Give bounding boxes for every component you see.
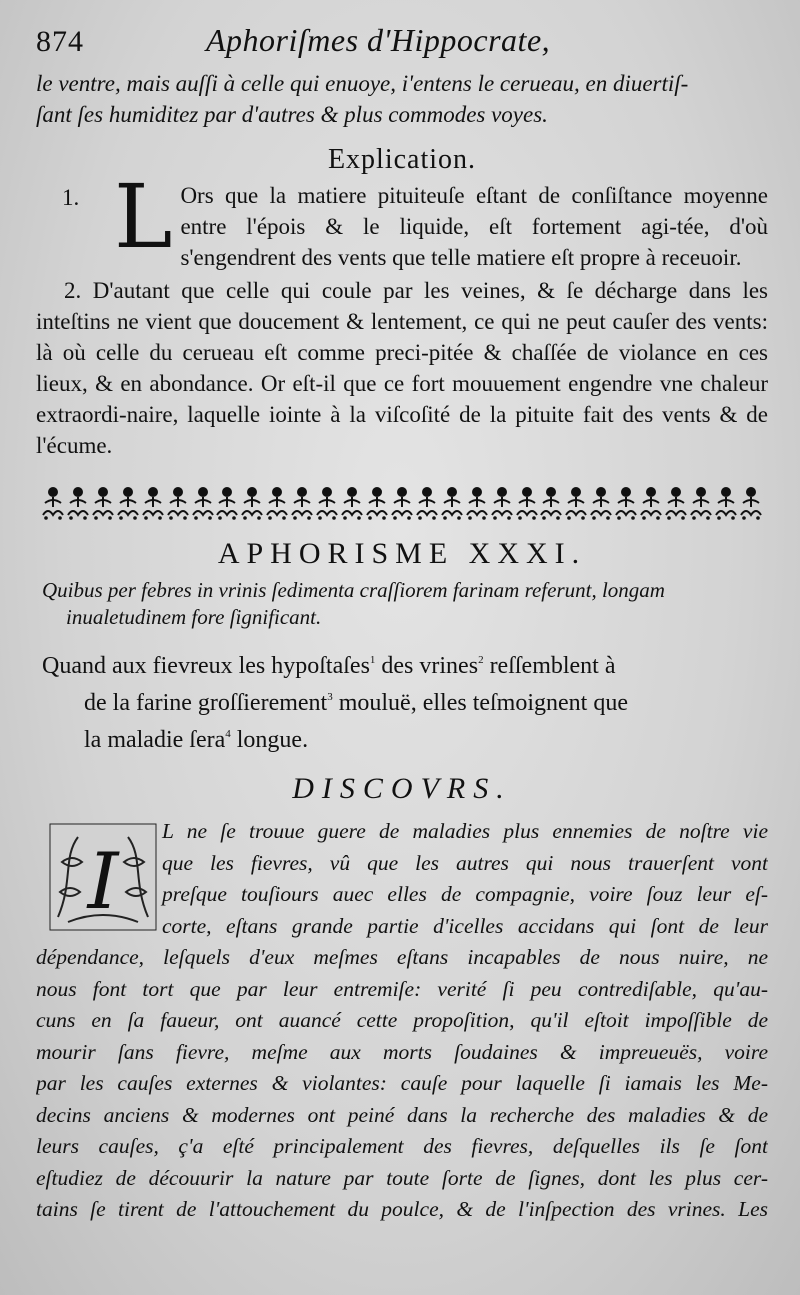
fleuron-icon xyxy=(441,485,463,521)
fleuron-icon xyxy=(690,485,712,521)
latin-line: Quibus per febres in vrinis ſedimenta craſſiorem farinam referunt, longam xyxy=(42,578,665,602)
footnote-marker: 3 xyxy=(327,691,333,703)
aphorism-title: APHORISME XXXI. xyxy=(217,537,587,570)
discours-line: eſtudiez de découurir la nature par toute ſorte de ſignes, dont les plus cer- xyxy=(36,1165,768,1190)
discours-line: que les fievres, vû que les autres qui nous trauerſent vont xyxy=(162,850,768,875)
latin-aphorism xyxy=(36,577,768,631)
page-number: 874 xyxy=(36,25,84,58)
discours-line: tains ſe tirent de l'attouchement du poulce, & de l'inſpection des vrines. Les xyxy=(36,1197,768,1221)
discours-line: nous font tort que par leur entremiſe: verité ſi peu contrediſable, qu'au- xyxy=(36,976,768,1001)
paragraph-text: D'autant que celle qui coule par les veines, & ſe décharge dans les inteſtins ne vient que doucement & lentement, ce qui ne peut cauſer des vents: là où celle du cerueau eſt comme preci-pitée & chaſſée de violance en ces lieux, & en abondance. Or eſt-il que ce fort mouuement engendre vne chaleur extraordi-naire, laquelle iointe à la viſcoſité de la pituite fait des vents & de l'écume. xyxy=(36,278,769,458)
discours-title: DISCOVRS. xyxy=(292,772,512,805)
fleuron-icon xyxy=(266,485,288,521)
footnote-marker: 2 xyxy=(478,654,484,666)
fleuron-icon xyxy=(241,485,263,521)
fleuron-icon xyxy=(391,485,413,521)
footnote-marker: 1 xyxy=(369,654,376,666)
explication-paragraph-1 xyxy=(36,165,768,273)
fleuron-icon xyxy=(466,485,488,521)
fleuron-icon xyxy=(192,485,214,521)
running-title: Aphoriſmes d'Hippocrate, xyxy=(206,22,551,58)
fleuron-icon xyxy=(42,485,64,521)
discours-line: leurs cauſes, ç'a eſté principalement des fievres, deſquelles ils ſe ſont xyxy=(36,1134,768,1158)
discours-line: par les cauſes externes & violantes: cauſe pour laquelle ſi iamais les Me- xyxy=(36,1071,768,1095)
french-continuation xyxy=(42,719,768,756)
fleuron-icon xyxy=(740,485,762,521)
carryover-line: le ventre, mais auſſi à celle qui enuoye, i'entens le cerueau, en diuertiſ- xyxy=(36,71,689,96)
fleuron-icon xyxy=(516,485,538,521)
drop-capital: L xyxy=(114,165,173,268)
fleuron-icon xyxy=(291,485,313,521)
ornament-band xyxy=(36,483,768,523)
discours-line: L ne ſe trouue guere de maladies plus ennemies de noſtre vie xyxy=(162,819,768,843)
french-text: reſſemblent à xyxy=(483,653,616,679)
paragraph-number: 1. xyxy=(62,185,80,210)
discours-line: cuns en ſa faueur, ont auancé cette propoſition, qu'il eſtoit impoſſible de xyxy=(36,1008,768,1032)
discours-line: corte, eſtans grande partie d'icelles accidans qui ſont de leur xyxy=(162,913,768,938)
discours-line: decins anciens & modernes ont peiné dans la recherche des maladies & de xyxy=(36,1102,768,1127)
discours-line: mourir ſans fievre, meſme aux morts ſoudaines & impreueuës, voire xyxy=(36,1039,768,1064)
fleuron-icon xyxy=(216,485,238,521)
french-aphorism xyxy=(36,645,768,756)
discours-line: preſque touſiours auec elles de compagnie, voire ſouz leur eſ- xyxy=(162,882,768,906)
fleuron-icon xyxy=(341,485,363,521)
latin-line: inualetudinem fore ſignificant. xyxy=(66,605,322,629)
fleuron-icon xyxy=(640,485,662,521)
french-text: de la farine groſſierement xyxy=(84,690,328,716)
paragraph-number: 2. xyxy=(64,278,82,303)
fleuron-icon xyxy=(67,485,89,521)
fleuron-icon xyxy=(316,485,338,521)
fleuron-icon xyxy=(590,485,612,521)
fleuron-icon xyxy=(416,485,438,521)
fleuron-icon xyxy=(665,485,687,521)
fleuron-icon xyxy=(491,485,513,521)
initial-letter: I xyxy=(87,837,119,927)
fleuron-icon xyxy=(715,485,737,521)
discours-body xyxy=(36,816,768,1226)
fleuron-icon xyxy=(615,485,637,521)
french-text: la maladie ſera xyxy=(84,727,226,753)
french-text: longue. xyxy=(230,727,309,753)
explication-heading: Explication. xyxy=(327,144,477,175)
fleuron-icon xyxy=(540,485,562,521)
fleuron-icon xyxy=(366,485,388,521)
fleuron-icon xyxy=(117,485,139,521)
french-text: mouluë, elles teſmoignent que xyxy=(332,690,628,716)
french-text: Quand aux fievreux les hypoſtaſes xyxy=(42,653,370,679)
french-continuation xyxy=(42,682,768,719)
explication-paragraph-2 xyxy=(36,275,768,461)
fleuron-icon xyxy=(565,485,587,521)
fleuron-icon xyxy=(167,485,189,521)
fleuron-icon xyxy=(92,485,114,521)
discours-line: dépendance, leſquels d'eux meſmes eſtans incapables de nous nuire, ne xyxy=(36,945,768,969)
carryover-line: ſant ſes humiditez par d'autres & plus commodes voyes. xyxy=(36,102,548,127)
paragraph-text: Ors que la matiere pituiteuſe eſtant de conſiſtance moyenne entre l'épois & le liquide, eſt fortement agi-tée, d'où s'engendrent des vents que telle matiere eſt propre à receuoir. xyxy=(180,183,768,270)
footnote-marker: 4 xyxy=(225,728,231,740)
ornamental-initial-icon xyxy=(48,822,158,932)
fleuron-icon xyxy=(142,485,164,521)
french-text: des vrines xyxy=(375,653,479,679)
page-header xyxy=(36,22,768,68)
